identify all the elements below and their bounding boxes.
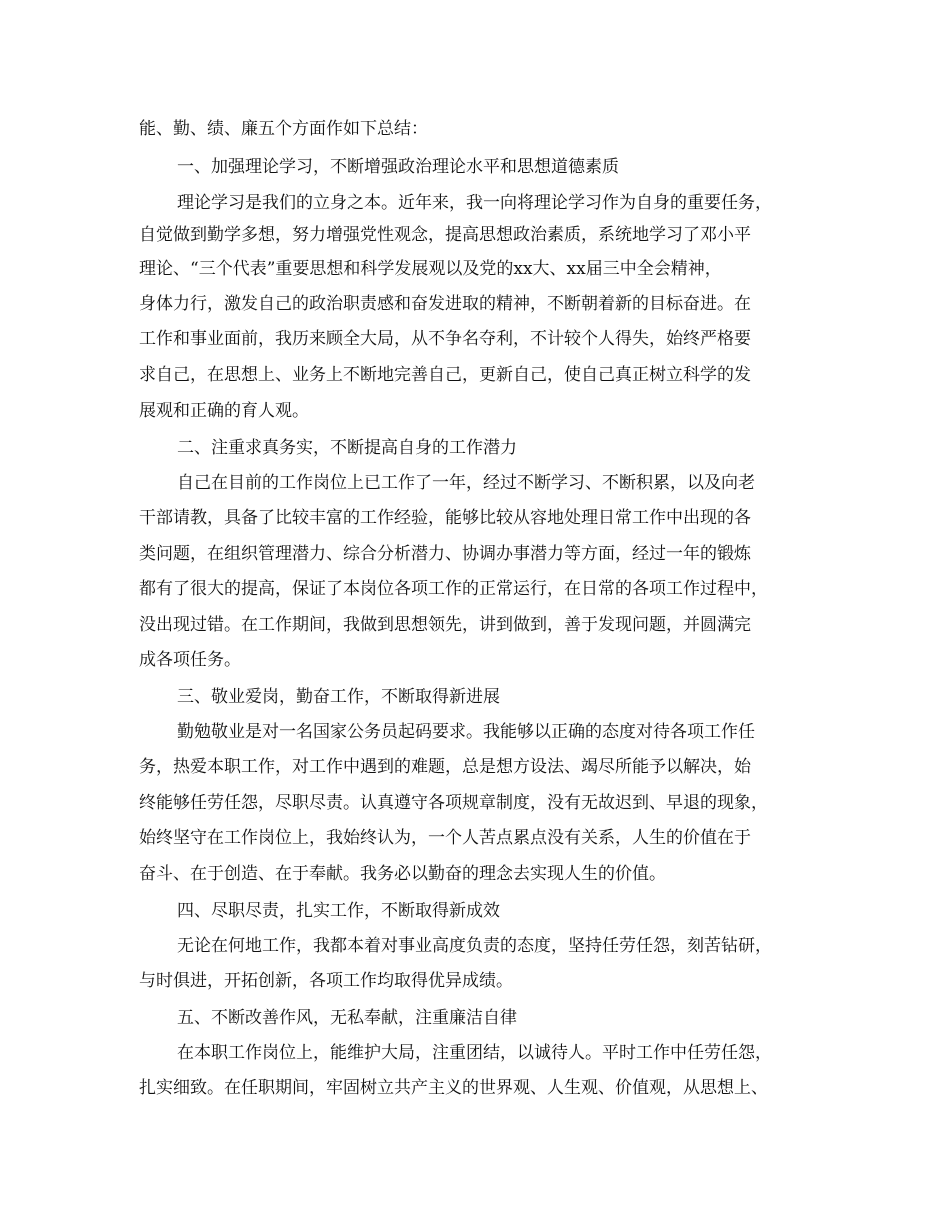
paragraph-first-line: 自己在目前的工作岗位上已工作了一年，经过不断学习、不断积累，以及向老 xyxy=(177,473,755,493)
section-heading-4: 四、尽职尽责，扎实工作，不断取得新成效 xyxy=(177,901,500,921)
body-text-line: 没出现过错。在工作期间，我做到思想领先，讲到做到，善于发现问题，并圆满完 xyxy=(139,615,751,635)
body-text-line: 工作和事业面前，我历来顾全大局，从不争名夺利，不计较个人得失，始终严格要 xyxy=(139,329,751,349)
body-text-line: 能、勤、绩、廉五个方面作如下总结： xyxy=(139,119,428,139)
paragraph-first-line: 勤勉敬业是对一名国家公务员起码要求。我能够以正确的态度对待各项工作任 xyxy=(177,722,755,742)
body-text-line: 干部请教，具备了比较丰富的工作经验，能够比较从容地处理日常工作中出现的各 xyxy=(139,508,751,528)
body-text-line: 理论、“三个代表”重要思想和科学发展观以及党的xx大、xx届三中全会精神， xyxy=(139,259,722,279)
paragraph-first-line: 无论在何地工作，我都本着对事业高度负责的态度，坚持任劳任怨，刻苦钻研， xyxy=(177,936,772,956)
section-heading-3: 三、敬业爱岗，勤奋工作，不断取得新进展 xyxy=(177,687,500,707)
paragraph-first-line: 在本职工作岗位上，能维护大局，注重团结，以诚待人。平时工作中任劳任怨， xyxy=(177,1043,772,1063)
body-text-line: 自觉做到勤学多想，努力增强党性观念，提高思想政治素质，系统地学习了邓小平 xyxy=(139,225,751,245)
body-text-line: 终能够任劳任怨，尽职尽责。认真遵守各项规章制度，没有无故迟到、早退的现象， xyxy=(139,793,768,813)
body-text-line: 始终坚守在工作岗位上，我始终认为，一个人苦点累点没有关系，人生的价值在于 xyxy=(139,828,751,848)
body-text-line: 与时俱进，开拓创新，各项工作均取得优异成绩。 xyxy=(139,971,513,991)
body-text-line: 扎实细致。在任职期间，牢固树立共产主义的世界观、人生观、价值观，从思想上、 xyxy=(139,1078,768,1098)
body-text-line: 成各项任务。 xyxy=(139,650,241,670)
body-text-line: 都有了很大的提高，保证了本岗位各项工作的正常运行，在日常的各项工作过程中， xyxy=(139,579,768,599)
section-heading-2: 二、注重求真务实，不断提高自身的工作潜力 xyxy=(177,438,517,458)
body-text-line: 身体力行，激发自己的政治职责感和奋发进取的精神，不断朝着新的目标奋进。在 xyxy=(139,294,751,314)
body-text-line: 奋斗、在于创造、在于奉献。我务必以勤奋的理念去实现人生的价值。 xyxy=(139,864,666,884)
paragraph-first-line: 理论学习是我们的立身之本。近年来，我一向将理论学习作为自身的重要任务， xyxy=(177,193,772,213)
section-heading-5: 五、不断改善作风，无私奉献，注重廉洁自律 xyxy=(177,1008,517,1028)
body-text-line: 求自己，在思想上、业务上不断地完善自己，更新自己，使自己真正树立科学的发 xyxy=(139,365,751,385)
body-text-line: 务，热爱本职工作，对工作中遇到的难题，总是想方设法、竭尽所能予以解决，始 xyxy=(139,757,751,777)
section-heading-1: 一、加强理论学习，不断增强政治理论水平和思想道德素质 xyxy=(177,157,619,177)
body-text-line: 展观和正确的育人观。 xyxy=(139,401,309,421)
body-text-line: 类问题，在组织管理潜力、综合分析潜力、协调办事潜力等方面，经过一年的锻炼 xyxy=(139,544,751,564)
